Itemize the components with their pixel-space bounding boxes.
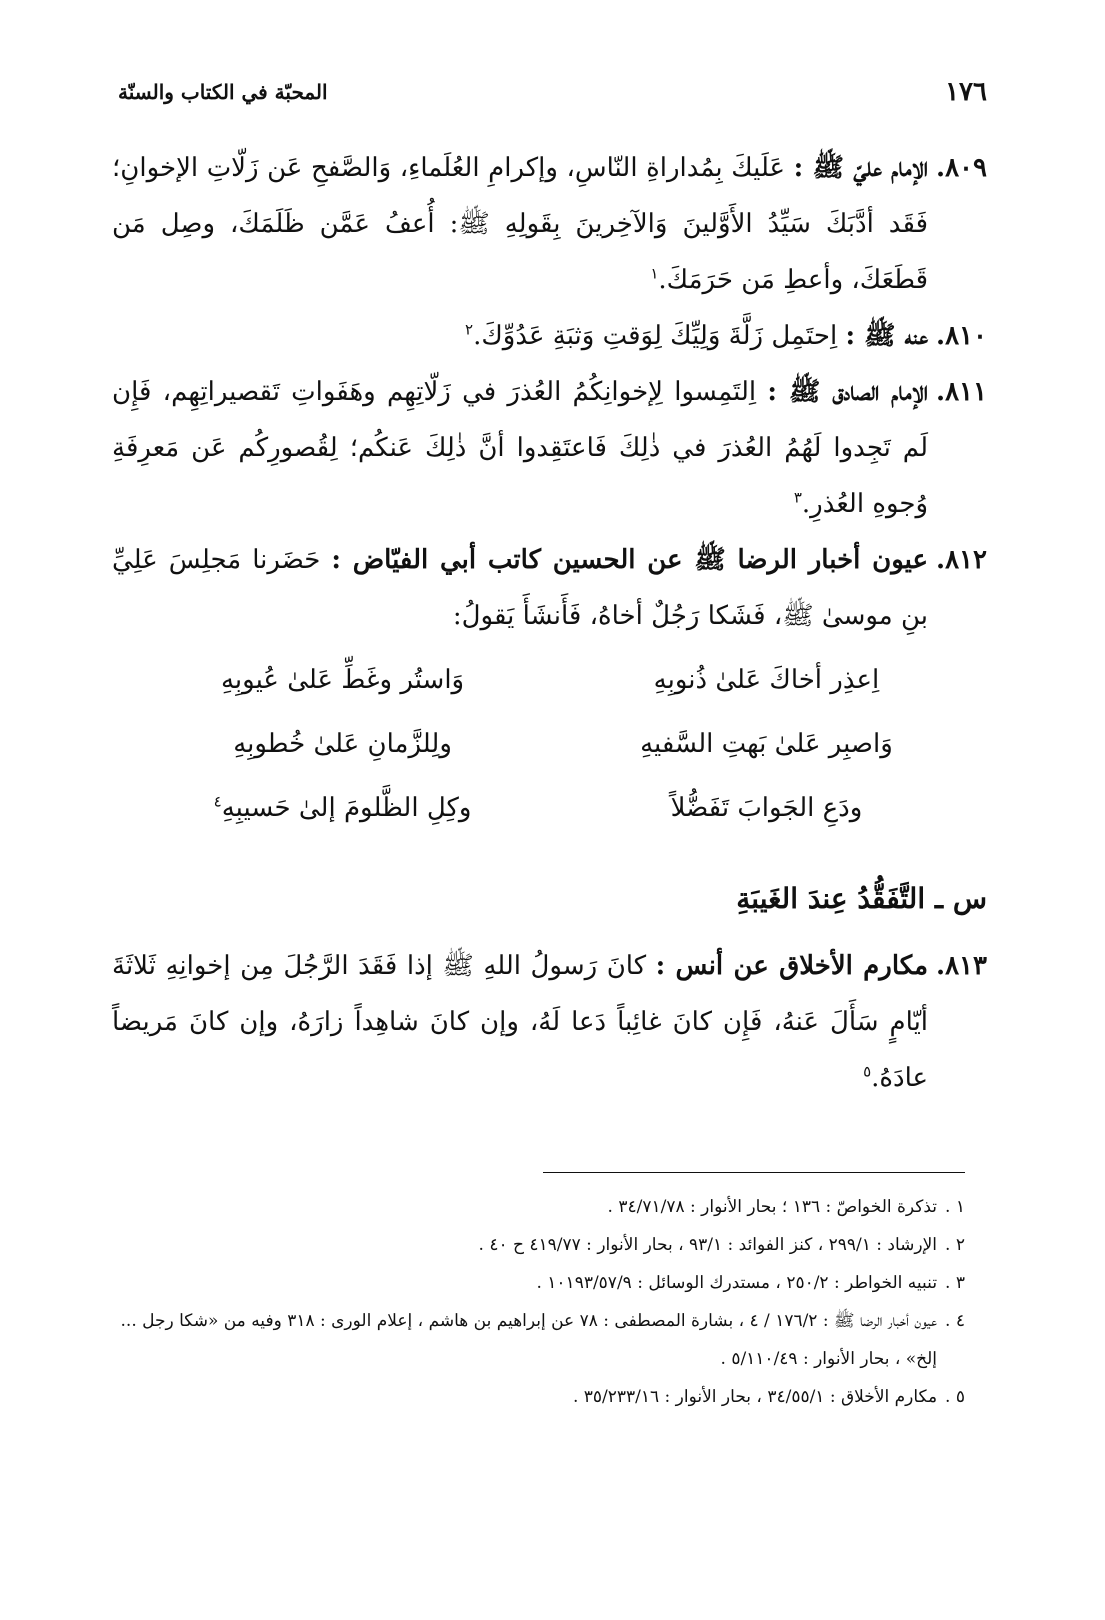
footnote-number: ٢ . xyxy=(945,1235,965,1255)
entry-source: عنه ﷺ : xyxy=(845,321,929,351)
hadith-entry-810 xyxy=(112,308,987,364)
entry-text: كانَ رَسولُ اللهِ ﷺ إذا فَقَدَ الرَّجُلَ مِن إخوانِهِ ثَلاثَةَ أيّامٍ سَأَلَ عَنهُ، فَإِن كانَ غائِباً دَعا لَهُ، وإن كانَ شاهِداً زارَهُ، وإن كانَ مَريضاً عادَهُ. xyxy=(112,951,929,1093)
poem-verse xyxy=(162,648,947,712)
footnote-ref: ٤ xyxy=(213,792,222,811)
hadith-entry-813 xyxy=(112,938,987,1106)
footnote-text: الإرشاد : ٢٩٩/١ ، كنز الفوائد : ٩٣/١ ، بحار الأنوار : ٤١٩/٧٧ ح ٤٠ . xyxy=(478,1235,938,1255)
footnote-text: تنبيه الخواطر : ٢٥٠/٢ ، مستدرك الوسائل : ١٠١٩٣/٥٧/٩ . xyxy=(536,1273,938,1293)
footnote-ref: ٢ xyxy=(465,320,474,339)
footnote-text: عيون أخبار الرضا ﷺ : ١٧٦/٢ / ٤ ، بشارة المصطفى : ٧٨ عن إبراهيم بن هاشم ، إعلام الورى : ٣١٨ وفيه من «شكا رجل ... إلخ» ، بحار الأنوار : ٥/١١٠/٤٩ . xyxy=(120,1311,938,1369)
page-body xyxy=(112,140,987,1106)
footnote-text: مكارم الأخلاق : ٣٤/٥٥/١ ، بحار الأنوار : ٣٥/٢٣٣/١٦ . xyxy=(572,1387,938,1407)
entry-source: الإمام الصادق ﷺ : xyxy=(767,377,929,407)
entry-number: ٨١٠. xyxy=(936,321,987,351)
hadith-entry-809 xyxy=(112,140,987,308)
hadith-entry-812 xyxy=(112,532,987,644)
entry-source: مكارم الأخلاق عن أنس : xyxy=(655,951,929,981)
hadith-entry-811 xyxy=(112,364,987,532)
entry-number: ٨٠٩. xyxy=(936,153,987,183)
entry-number: ٨١٢. xyxy=(936,545,987,575)
page-header xyxy=(118,72,987,112)
entry-text: حَضَرنا مَجلِسَ عَلِيِّ بنِ موسىٰ ﷺ، فَشَكا رَجُلٌ أخاهُ، فَأَنشَأَ يَقولُ: xyxy=(112,545,929,631)
poem-verse xyxy=(162,712,947,776)
verse-text: وكِلِ الظَّلومَ إلىٰ حَسيبِهِ xyxy=(221,793,472,823)
poem-verse xyxy=(162,776,947,840)
entry-text: اِلتَمِسوا لِإخوانِكُمُ العُذرَ في زَلّاتِهِم وهَفَواتِ تَقصيراتِهِم، فَإِن لَم تَجِدوا لَهُمُ العُذرَ في ذٰلِكَ فَاعتَقِدوا أنَّ ذٰلِكَ عَنكُم؛ لِقُصورِكُم عَن مَعرِفَةِ وُجوهِ العُذرِ. xyxy=(112,377,929,519)
footnote xyxy=(112,1378,965,1416)
verse-second-hemistich: وَاستُر وغَطِّ عَلىٰ عُيوبِهِ xyxy=(220,665,465,695)
entry-source: الإمام عليّ ﷺ : xyxy=(793,153,929,183)
footnote xyxy=(112,1264,965,1302)
footnote xyxy=(112,1226,965,1264)
verse-second-hemistich: ولِلزَّمانِ عَلىٰ خُطوبِهِ xyxy=(233,729,452,759)
entry-text-block xyxy=(112,308,928,364)
footnote-number: ١ . xyxy=(945,1197,965,1217)
footnote-number: ٥ . xyxy=(945,1387,965,1407)
entry-text-block xyxy=(112,140,928,308)
entry-text: اِحتَمِل زَلَّةَ وَلِيِّكَ لِوَقتِ وَثبَةِ عَدُوِّكَ. xyxy=(473,321,838,351)
entry-number: ٨١٣. xyxy=(936,951,987,981)
footnote xyxy=(112,1188,965,1226)
entry-number: ٨١١. xyxy=(936,377,987,407)
entry-source: عيون أخبار الرضا ﷺ عن الحسين كاتب أبي الفيّاض : xyxy=(331,545,929,575)
verse-first-hemistich: اِعذِر أخاكَ عَلىٰ ذُنوبِهِ xyxy=(653,665,880,695)
verse-second-hemistich xyxy=(162,776,523,840)
page-number: ١٧٦ xyxy=(945,77,987,107)
verse-first-hemistich: وَاصبِر عَلىٰ بَهتِ السَّفيهِ xyxy=(640,729,893,759)
footnote-ref: ٣ xyxy=(793,488,802,507)
entry-text-block xyxy=(112,532,928,644)
footnote xyxy=(112,1302,965,1378)
poem xyxy=(162,648,947,840)
section-heading: س ـ التَّفَقُّدُ عِندَ الغَيبَةِ xyxy=(736,882,987,915)
footnotes xyxy=(112,1188,965,1416)
footnote-text: تذكرة الخواصّ : ١٣٦ ؛ بحار الأنوار : ٣٤/٧١/٧٨ . xyxy=(607,1197,938,1217)
footnote-divider xyxy=(543,1172,965,1173)
entry-text-block xyxy=(112,938,928,1106)
entry-text-block xyxy=(112,364,928,532)
running-title: المحبّة في الكتاب والسنّة xyxy=(118,80,328,104)
footnote-ref: ٥ xyxy=(863,1062,872,1081)
footnote-number: ٤ . xyxy=(945,1311,965,1331)
verse-first-hemistich: ودَعِ الجَوابَ تَفَضُّلاً xyxy=(670,793,863,823)
footnote-ref: ١ xyxy=(650,264,659,283)
entry-text: عَلَيكَ بِمُداراةِ النّاسِ، وإكرامِ العُلَماءِ، وَالصَّفحِ عَن زَلّاتِ الإخوانِ؛ فَقَد أدَّبَكَ سَيِّدُ الأَوَّلينَ وَالآخِرينَ بِقَولِهِ ﷺ: أُعفُ عَمَّن ظَلَمَكَ، وصِل مَن قَطَعَكَ، وأعطِ مَن حَرَمَكَ. xyxy=(112,153,929,295)
footnote-number: ٣ . xyxy=(945,1273,965,1293)
